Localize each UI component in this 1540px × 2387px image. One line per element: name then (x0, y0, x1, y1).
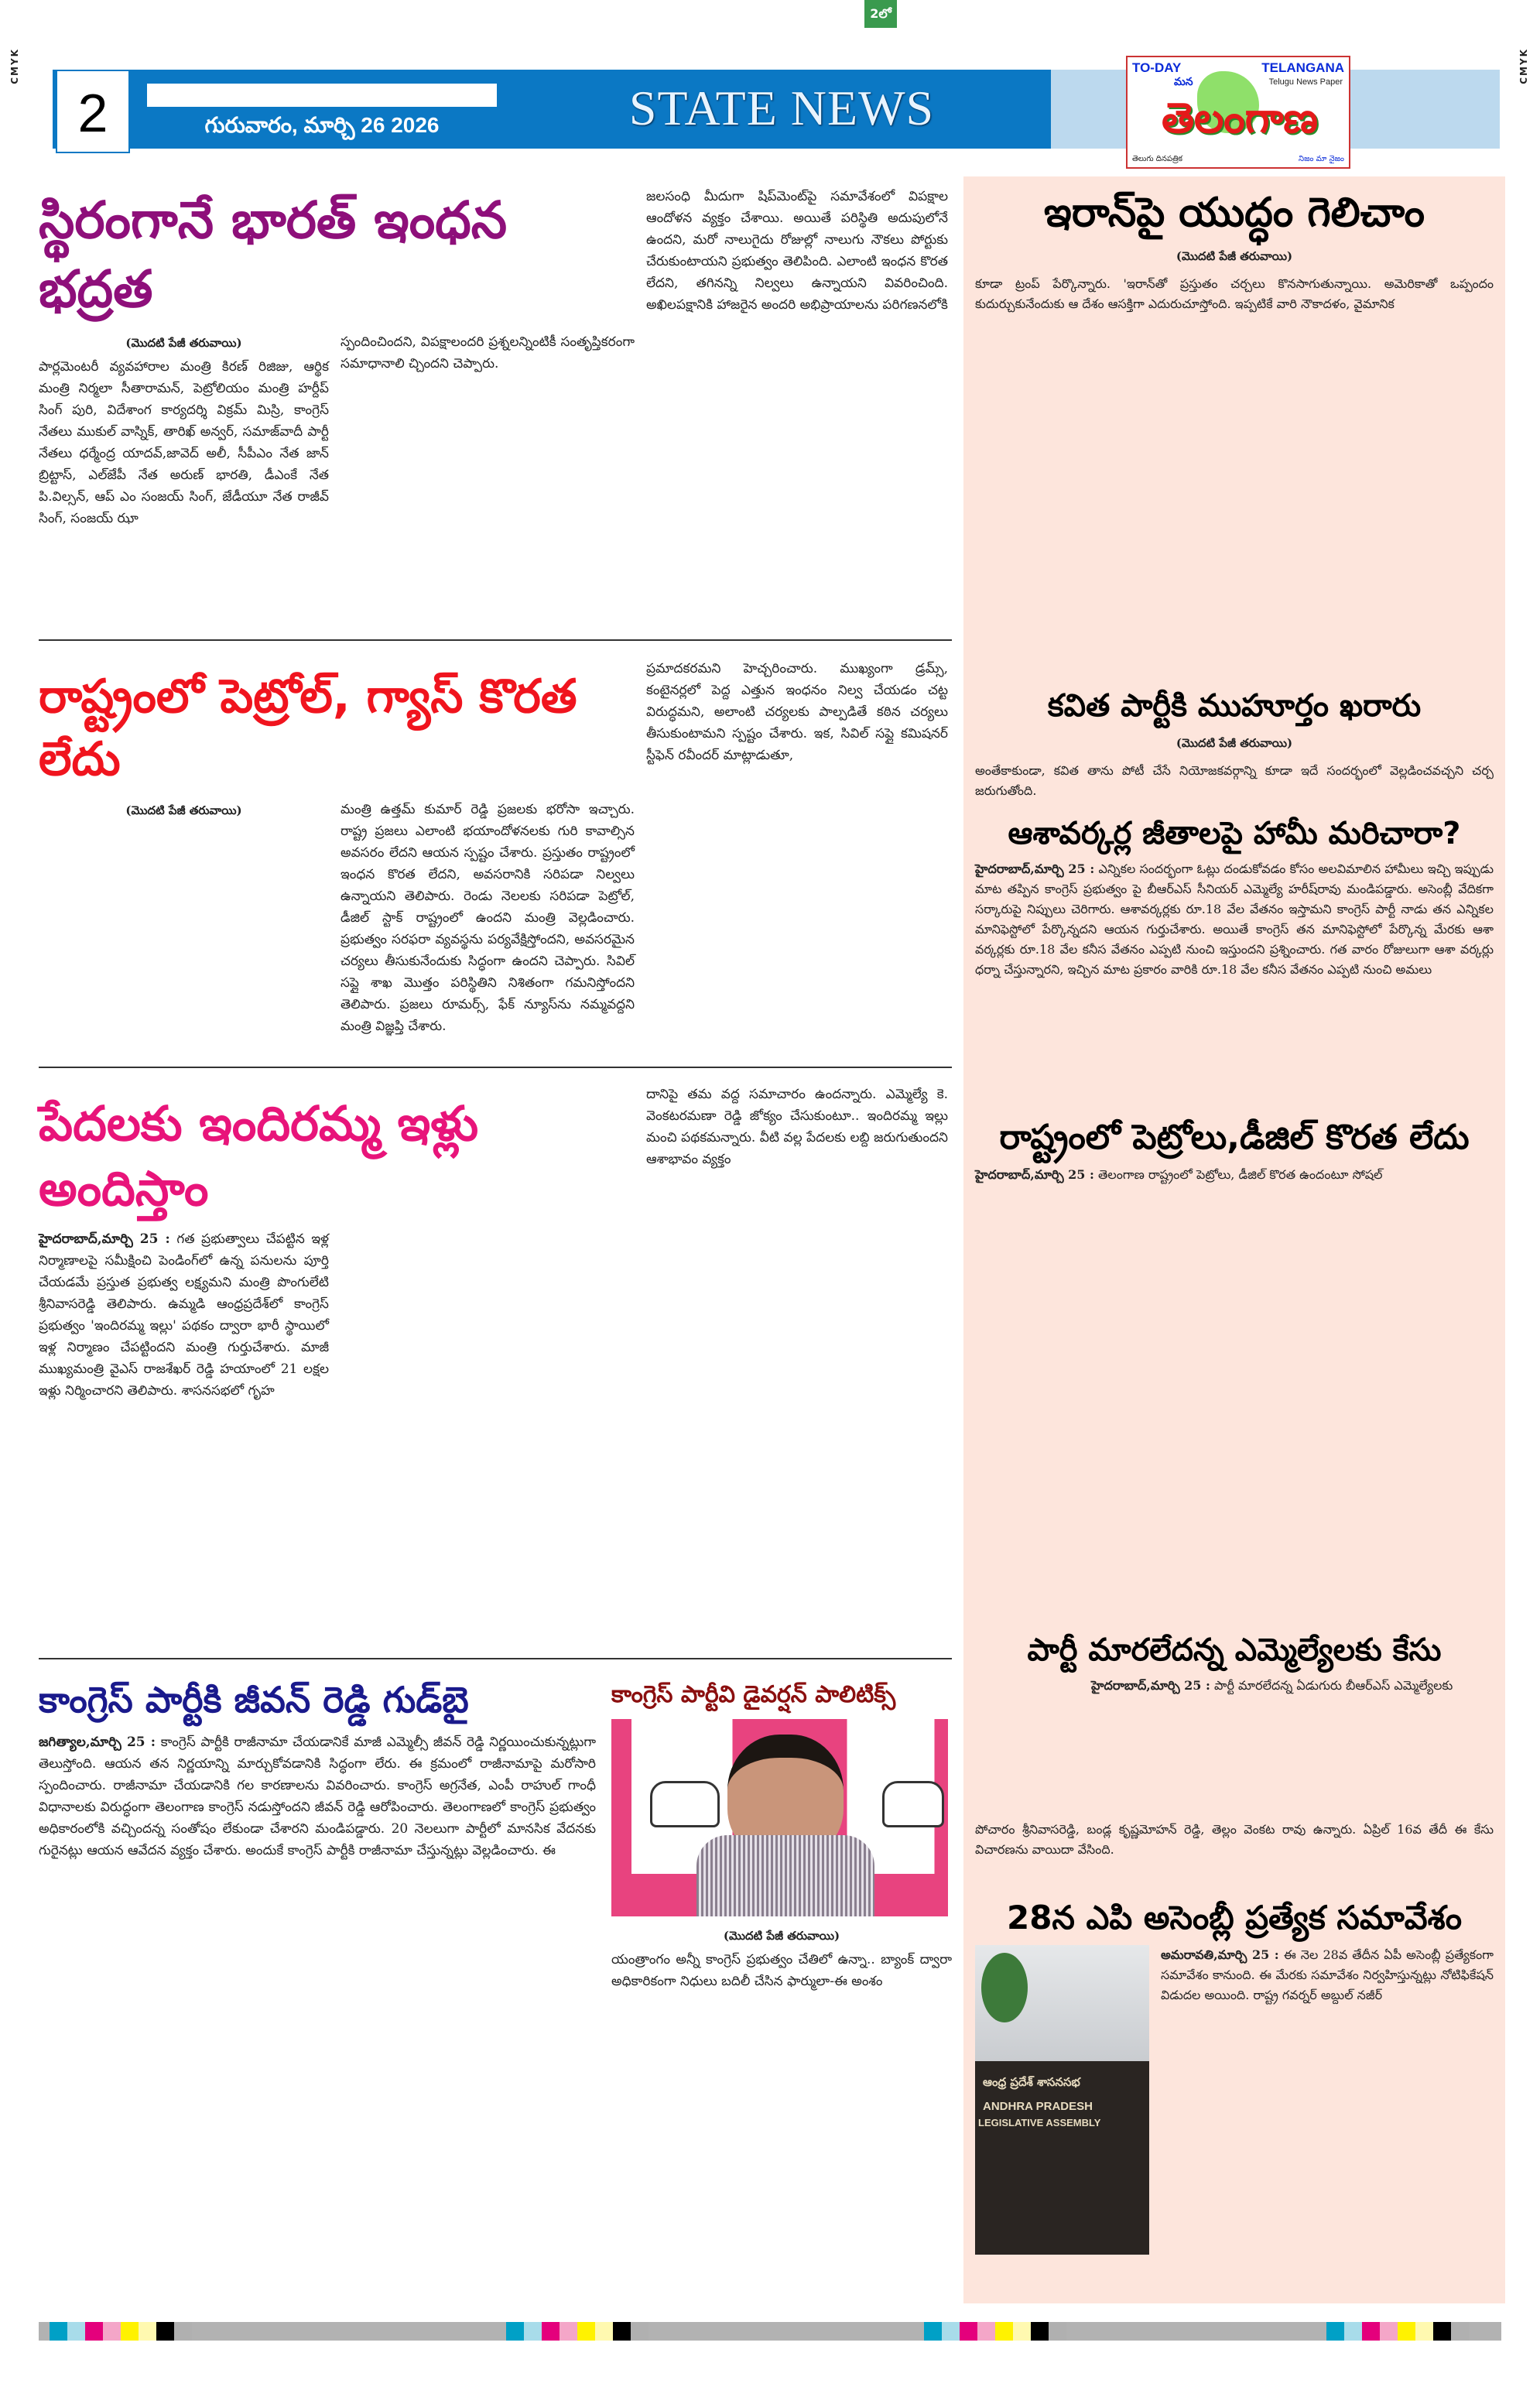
article-body: ఎన్నికల సందర్భంగా ఓట్లు దండుకోవడం కోసం అలవిమాలిన హామీలు ఇచ్చి ఇప్పుడు మాట తప్పిన కాంగ్రెస్ ప్రభుత్వం పై బీఆర్ఎస్ సీనియర్ ఎమ్మెల్యే హరీష్‌రావు మండిపడ్డారు. అసెంబ్లీ వేదికగా సర్కారుపై నిప్పులు చెరిగారు. ఆశావర్కర్లకు రూ.18 వేల వేతనం ఇస్తామని కాంగ్రెస్ పార్టీ నాడు తన ఎన్నికల మానిఫెస్టోలో పేర్కొన్నదని ఆయన గుర్తుచేశారు. అయితే కాంగ్రెస్ తన మానిఫెస్టోలో పేర్కొన్న మేరకు ఆశా వర్కర్లకు రూ.18 వేల కనీస వేతనం ఎప్పటి నుంచి ఇస్తుందని ప్రశ్నించారు. గత వారం రోజులుగా ఆశా వర్కర్లు ధర్నా చేస్తున్నారని, ఇచ్చిన మాట ప్రకారం వారికి రూ.18 వేల కనీస వేతనం ఎప్పటి నుంచి అమలు (975, 861, 1494, 977)
dateline: హైదరాబాద్,మార్చి 25 : (1091, 1678, 1210, 1693)
article-body: పార్టీ మారలేదన్న ఏడుగురు బీఆర్ఎస్ ఎమ్మెల్యేలకు (1213, 1678, 1453, 1693)
sign-english-1: ANDHRA PRADESH (983, 2099, 1093, 2113)
article-text: కూడా ట్రంప్ పేర్కొన్నారు. 'ఇరాన్‌తో ప్రస్తుతం చర్చలు కొనసాగుతున్నాయి. అమెరికాతో ఒప్పందం కుదుర్చుకునేందుకు ఆ దేశం ఆసక్తిగా ఎదురుచూస్తోంది. ఇప్పటికే వారి నౌకాదళం, వైమానిక (975, 276, 1494, 312)
color-swatch (103, 2322, 121, 2341)
color-swatch (613, 2322, 631, 2341)
article-text: జలసంధి మీదుగా షిప్‌మెంట్‌పై సమావేశంలో విపక్షాల ఆందోళన వ్యక్తం చేశాయి. అయితే పరిస్థితి అదుపులోనే ఉందని, మరో నాలుగైదు రోజుల్లో నాలుగు నౌకలు పోర్టుకు చేరుకుంటాయని ప్రభుత్వం తెలిపింది. ఎలాంటి ఇంధన కొరత లేదని, తగినన్ని నిల్వలు ఉన్నాయని వివరించింది. అఖిలపక్షానికి హాజరైన అందరి అభిప్రాయాలను పరిగణనలోకి (646, 189, 948, 313)
article-text (975, 859, 1494, 980)
color-swatch (560, 2322, 577, 2341)
color-swatch (506, 2322, 524, 2341)
logo-today: TO-DAY (1132, 60, 1182, 75)
color-swatch (1415, 2322, 1433, 2341)
article-petrol-diesel (975, 1115, 1494, 1629)
article-text: దానిపై తమ వద్ద సమాచారం ఉందన్నారు. ఎమ్మెల్యే కె. వెంకటరమణా రెడ్డి జోక్యం చేసుకుంటూ.. ఇందిరమ్మ ఇల్లు మంచి పథకమన్నారు. వీటి వల్ల పేదలకు లబ్ది జరుగుతుందని ఆశాభావం వ్యక్తం (646, 1087, 948, 1167)
logo-telangana: TELANGANA (1261, 60, 1344, 75)
color-swatch (174, 2322, 192, 2341)
color-swatch (1344, 2322, 1362, 2341)
divider (39, 1067, 952, 1068)
color-swatch (542, 2322, 560, 2341)
color-swatch (977, 2322, 995, 2341)
right-column (975, 186, 1494, 2255)
continued-label: (మొదటి పేజీ తరువాయి) (125, 336, 242, 351)
article-text: అంతేకాకుండా, కవిత తాను పోటీ చేసే నియోజకవర్గాన్ని కూడా ఇదే సందర్భంలో వెల్లడించవచ్చని చర్చ జరుగుతోంది. (975, 763, 1494, 798)
color-swatch (1380, 2322, 1398, 2341)
headline: ఇరాన్‌పై యుద్ధం గెలిచాం (1044, 190, 1425, 236)
color-swatch (1326, 2322, 1344, 2341)
continued-label: (మొదటి పేజీ తరువాయి) (1176, 249, 1293, 264)
dateline: అమరావతి,మార్చి 25 : (1161, 1947, 1279, 1962)
article-text (975, 1676, 1494, 1815)
newspaper-logo (1126, 56, 1350, 169)
logo-name: తెలంగాణ (1161, 94, 1318, 142)
headline: కాంగ్రెస్ పార్టీవి డైవర్షన్ పాలిటిక్స్ (611, 1681, 896, 1708)
article-kavitha (975, 685, 1494, 813)
color-swatch (139, 2322, 156, 2341)
divider (39, 1658, 952, 1659)
article-ap-assembly (975, 1896, 1494, 2255)
color-swatch (631, 2322, 649, 2341)
color-swatch (50, 2322, 67, 2341)
color-swatch (1433, 2322, 1451, 2341)
sign-telugu: ఆంధ్ర ప్రదేశ్ శాసనసభ (983, 2074, 1080, 2089)
color-swatch (67, 2322, 85, 2341)
headline: కవిత పార్టీకి ముహూర్తం ఖరారు (1047, 688, 1422, 724)
article-text (39, 1731, 596, 1861)
date-plate (147, 84, 497, 107)
headline: ఆశావర్కర్ల జీతాలపై హామీ మరిచారా? (1008, 816, 1461, 851)
page-number: 2 (56, 70, 130, 153)
article-body: కాంగ్రెస్ పార్టీకి రాజీనామా చేయడానికే మాజీ ఎమ్మెల్సీ జీవన్ రెడ్డి నిర్ణయించుకున్నట్లుగా తెలుస్తోంది. ఆయన తన నిర్ణయాన్ని మార్చుకోవడానికి సిద్ధంగా లేరు. ఈ క్రమంలో రాజీనామాపై మరోసారి స్పందించారు. రాజీనామా చేయడానికి గల కారణాలను వివరించారు. కాంగ్రెస్ అగ్రనేత, ఎంపీ రాహుల్ గాంధీ విధానాలకు విరుద్ధంగా తెలంగాణ కాంగ్రెస్ నడుస్తోందని జీవన్ రెడ్డి ఆరోపించారు. తెలంగాణలో కాంగ్రెస్ ప్రభుత్వం అధికారంలోకి వచ్చిందన్న సంతోషం లేకుండా చేశారని మండిపడ్డారు. 20 నెలలుగా పార్టీలో మానసిక వేదనకు గురైనట్లు ఆయన ఆవేదన వ్యక్తం చేశారు. అందుకే కాంగ్రెస్ పార్టీకి రాజీనామా చేస్తున్నట్లు వెల్లడించారు. ఈ (39, 1735, 596, 1859)
article-body: ఈ నెల 28వ తేదీన ఏపీ అసెంబ్లీ ప్రత్యేకంగా సమావేశం కానుంది. ఈ మేరకు సమావేశం నిర్వహిస్తున్నట్లు నోటిఫికేషన్ విడుదల అయింది. రాష్ట్ర గవర్నర్ అబ్దుల్ నజీర్ (1161, 1947, 1494, 2002)
article-text: మంత్రి ఉత్తమ్ కుమార్ రెడ్డి ప్రజలకు భరోసా ఇచ్చారు. రాష్ట్ర ప్రజలు ఎలాంటి భయాందోళనలకు గురి కావాల్సిన అవసరం లేదని ఆయన స్పష్టం చేశారు. ప్రస్తుతం రాష్ట్రంలో ఇంధన కొరత లేదని, అవసరానికి సరిపడా నిల్వలు ఉన్నాయని తెలిపారు. రెండు నెలలకు సరిపడా పెట్రోల్, డీజిల్ స్టాక్ రాష్ట్రంలో ఉందని మంత్రి వెల్లడించారు. ప్రభుత్వం సరఫరా వ్యవస్థను పర్యవేక్షిస్తోందని, అవసరమైన చర్యలు తీసుకునేందుకు సిద్ధంగా ఉందని చెప్పారు. సివిల్ సప్లై శాఖ మొత్తం పరిస్థితిని నిశితంగా గమనిస్తోందని తెలిపారు. ప్రజలు రూమర్స్, ఫేక్ న్యూస్‌ను నమ్మవద్దని మంత్రి విజ్ఞప్తి చేశారు. (341, 802, 635, 1034)
color-swatch (595, 2322, 613, 2341)
continued-label: (మొదటి పేజీ తరువాయి) (125, 803, 242, 817)
article-text (975, 1165, 1494, 1185)
color-swatch (121, 2322, 139, 2341)
headline: రాష్ట్రంలో పెట్రోల్, గ్యాస్ కొరత లేదు (39, 670, 577, 786)
headline: పార్టీ మారలేదన్న ఎమ్మెల్యేలకు కేసు (1027, 1632, 1442, 1668)
color-swatch (1362, 2322, 1380, 2341)
logo-caption-right: నిజం మా నైజం (1299, 155, 1344, 163)
color-swatch (924, 2322, 942, 2341)
issue-date: గురువారం, మార్చి 26 2026 (204, 113, 440, 137)
headline: 28న ఎపి అసెంబ్లీ ప్రత్యేక సమావేశం (1006, 1899, 1463, 1937)
logo-mana: మన (1174, 76, 1193, 88)
continued-label: (మొదటి పేజీ తరువాయి) (723, 1928, 840, 1943)
article-text: స్పందించిందని, విపక్షాలందరి ప్రశ్నలన్నింటికీ సంతృప్తికరంగా సమాధానాలి చ్చిందని చెప్పారు. (341, 334, 635, 372)
dateline: హైదరాబాద్,మార్చి 25 : (975, 1167, 1094, 1183)
article-text: పార్లమెంటరీ వ్యవహారాల మంత్రి కిరణ్ రిజిజు, ఆర్థిక మంత్రి నిర్మలా సీతారామన్, పెట్రోలియం మంత్రి హర్దీప్ సింగ్ పురి, విదేశాంగ కార్యదర్శి విక్రమ్ మిస్రి, కాంగ్రెస్ నేతలు ముకుల్ వాస్నిక్, తారిఖ్ అన్వర్, సమాజ్‌వాదీ పార్టీ నేతలు ధర్మేంద్ర యాదవ్,జావెద్ అలీ, సీపీఎం నేత జాన్ బ్రిట్టాస్, ఎల్‌జేపీ నేత అరుణ్ భారతి, డీఎంకే నేత పి.విల్సన్, ఆప్ ఎం సంజయ్ సింగ్, జేడీయూ నేత రాజీవ్ సింగ్, సంజయ్ ఝా (39, 359, 329, 527)
article-text: ప్రమాదకరమని హెచ్చరించారు. ముఖ్యంగా డ్రమ్స్, కంటైనర్లలో పెద్ద ఎత్తున ఇంధనం నిల్వ చేయడం చట్ట విరుద్ధమని, అలాంటి చర్యలకు పాల్పడితే కఠిన చర్యలు తీసుకుంటామని స్పష్టం చేశారు. ఇక, సివిల్ సప్లై కమిషనర్ స్టీఫెన్ రవీందర్ మాట్లాడుతూ, (646, 661, 948, 763)
color-swatch (1031, 2322, 1049, 2341)
sign-english-2: LEGISLATIVE ASSEMBLY (978, 2116, 1101, 2128)
headline: స్థిరంగానే భారత్ ఇంధన భద్రత (39, 190, 508, 320)
page-tab: 2లో (864, 0, 897, 28)
color-swatch (524, 2322, 542, 2341)
article-iran (975, 186, 1494, 685)
article-mla-case (975, 1629, 1494, 1896)
press-conference-photo (611, 1719, 948, 1916)
divider (39, 639, 952, 641)
article-text: పోచారం శ్రీనివాసరెడ్డి, బండ్ల కృష్ణమోహన్ రెడ్డి, తెల్లం వెంకట రావు ఉన్నారు. ఏప్రిల్ 16వ తేదీ ఈ కేసు విచారణను వాయిదా వేసింది. (975, 1822, 1494, 1857)
article-text: యంత్రాంగం అన్నీ కాంగ్రెస్ ప్రభుత్వం చేతిలో ఉన్నా.. బ్యాంక్ ద్వారా అధికారికంగా నిధులు బదిలీ చేసిన ఫార్ములా-ఈ అంశం (611, 1951, 952, 1989)
continued-label: (మొదటి పేజీ తరువాయి) (1176, 736, 1293, 750)
cmyk-mark-right: CMYK (1518, 48, 1529, 84)
color-swatch (1398, 2322, 1415, 2341)
dateline: హైదరాబాద్,మార్చి 25 : (39, 1231, 170, 1248)
dateline: జగిత్యాల,మార్చి 25 : (39, 1735, 156, 1751)
headline: రాష్ట్రంలో పెట్రోలు,డీజిల్ కొరత లేదు (999, 1118, 1470, 1157)
headline: కాంగ్రెస్ పార్టీకి జీవన్ రెడ్డి గుడ్‌బై (39, 1679, 469, 1721)
logo-caption-left: తెలుగు దినపత్రిక (1132, 155, 1183, 163)
color-swatch (156, 2322, 174, 2341)
color-swatch (85, 2322, 103, 2341)
section-title: STATE NEWS (628, 80, 935, 135)
color-swatch (1013, 2322, 1031, 2341)
color-swatch (577, 2322, 595, 2341)
color-swatch (995, 2322, 1013, 2341)
article-body: గత ప్రభుత్వాలు చేపట్టిన ఇళ్ల నిర్మాణాలపై సమీక్షించి పెండింగ్‌లో ఉన్న పనులను పూర్తి చేయడమే ప్రస్తుత ప్రభుత్వ లక్ష్యమని మంత్రి పొంగులేటి శ్రీనివాసరెడ్డి తెలిపారు. ఉమ్మడి ఆంధ్రప్రదేశ్‌లో కాంగ్రెస్ ప్రభుత్వం 'ఇందిరమ్మ ఇల్లు' పథకం ద్వారా భారీ స్థాయిలో ఇళ్ల నిర్మాణం చేపట్టిందని మంత్రి గుర్తుచేశారు. మాజీ ముఖ్యమంత్రి వైఎస్ రాజశేఖర్ రెడ్డి హయాంలో 21 లక్షల ఇళ్లు నిర్మించారని తెలిపారు. శాసనసభలో గృహ (39, 1231, 330, 1399)
assembly-photo (975, 1945, 1149, 2255)
color-swatch (942, 2322, 960, 2341)
article-text (1161, 1945, 1494, 2005)
dateline: హైదరాబాద్,మార్చి 25 : (975, 861, 1095, 876)
article-text (39, 1228, 329, 1402)
cmyk-mark-left: CMYK (9, 48, 20, 84)
color-swatch (960, 2322, 977, 2341)
article-asha-workers (975, 813, 1494, 1115)
color-swatch (1451, 2322, 1469, 2341)
article-body: తెలంగాణ రాష్ట్రంలో పెట్రోలు, డీజిల్ కొరత ఉందంటూ సోషల్ (1097, 1167, 1383, 1183)
logo-tagline: Telugu News Paper (1268, 77, 1343, 87)
color-swatch (1049, 2322, 1066, 2341)
headline: పేదలకు ఇందిరమ్మ ఇళ్లు అందిస్తాం (39, 1095, 479, 1217)
